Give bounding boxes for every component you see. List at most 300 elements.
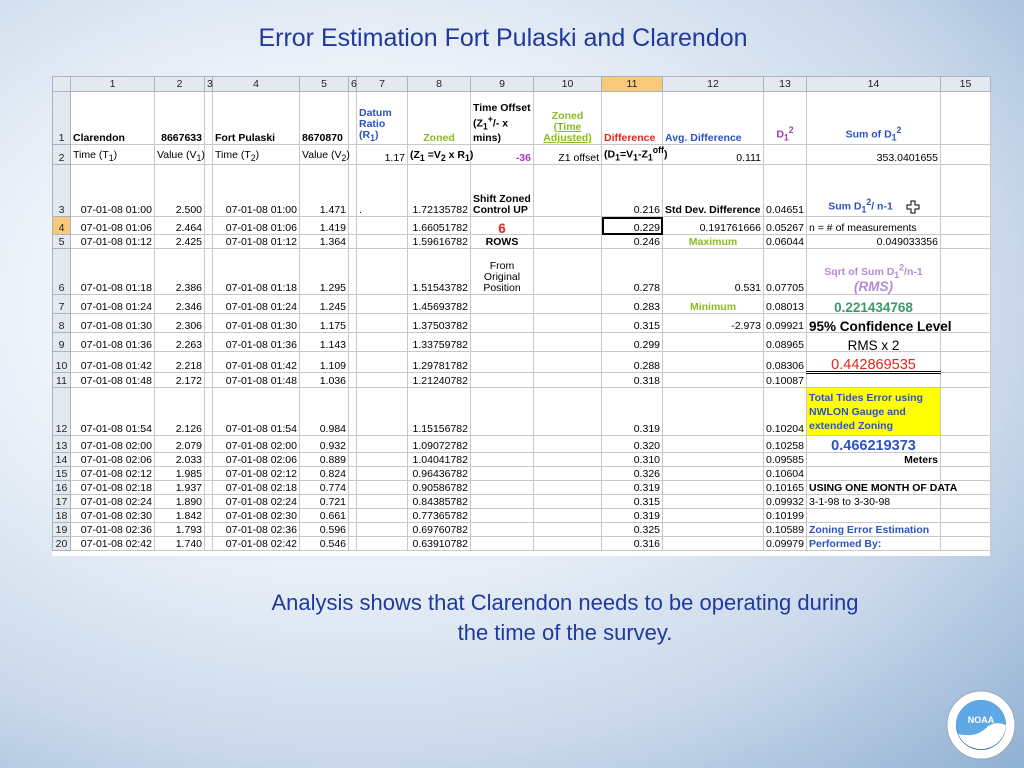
cell-t2[interactable]: 07-01-08 02:24 [213, 495, 300, 509]
cell[interactable] [534, 436, 602, 453]
cell-t1[interactable]: 07-01-08 02:06 [71, 453, 155, 467]
cell-v1[interactable]: 1.890 [155, 495, 205, 509]
cell-zoning-error[interactable]: Zoning Error Estimation [807, 523, 941, 537]
cell-d1sq-value[interactable]: 0.10087 [764, 373, 807, 388]
cell[interactable] [205, 352, 213, 373]
cell-t2[interactable]: 07-01-08 01:36 [213, 333, 300, 352]
cell-shift-zoned[interactable] [471, 165, 534, 217]
cell-diff[interactable]: 0.315 [602, 495, 663, 509]
cell-t1[interactable]: 07-01-08 01:12 [71, 235, 155, 249]
cell-t2[interactable]: 07-01-08 01:12 [213, 235, 300, 249]
cell[interactable] [941, 333, 991, 352]
cell-t2[interactable]: 07-01-08 01:00 [213, 165, 300, 217]
cell[interactable] [205, 453, 213, 467]
column-header[interactable]: 7 [357, 77, 408, 92]
cell-t2[interactable]: 07-01-08 02:12 [213, 467, 300, 481]
cell-d1sq-value[interactable]: 0.09932 [764, 495, 807, 509]
cell-v1[interactable]: 1.740 [155, 537, 205, 551]
row-header[interactable]: 19 [53, 523, 71, 537]
cell-d1sq[interactable] [764, 92, 807, 145]
cell-d1sq-value[interactable]: 0.09979 [764, 537, 807, 551]
row-header[interactable]: 13 [53, 436, 71, 453]
cell-zoned-adjusted[interactable] [534, 92, 602, 145]
row-header[interactable]: 1 [53, 92, 71, 145]
cell-datum-ratio[interactable]: Datum Ratio $(R_1)$ [357, 92, 408, 145]
cell-diff-selected[interactable]: 0.229 [602, 217, 663, 235]
cell[interactable] [349, 481, 357, 495]
cell[interactable] [471, 481, 534, 495]
cell-v1[interactable]: 2.218 [155, 352, 205, 373]
spreadsheet[interactable] [52, 76, 990, 556]
cell-sum-d1sq[interactable] [807, 92, 941, 145]
cell-sqrt-rms[interactable] [807, 249, 941, 295]
cell-zoned-value[interactable]: 0.90586782 [408, 481, 471, 495]
cell[interactable] [941, 352, 991, 373]
cell-avg-value[interactable]: 0.111 [663, 145, 764, 165]
cell-v1[interactable]: 2.079 [155, 436, 205, 453]
cell-d1sq-value[interactable]: 0.04651 [764, 165, 807, 217]
cell[interactable] [941, 235, 991, 249]
cell-confidence[interactable]: 95% Confidence Level [807, 314, 941, 333]
cell[interactable] [941, 295, 991, 314]
cell-v2[interactable]: 0.889 [300, 453, 349, 467]
cell-v2[interactable]: 1.036 [300, 373, 349, 388]
cell[interactable] [534, 495, 602, 509]
row-header[interactable]: 12 [53, 388, 71, 436]
cell-total-tides-error[interactable]: Total Tides Error using NWLON Gauge and extended Zoning [807, 388, 941, 436]
cell[interactable] [534, 165, 602, 217]
cell-v2[interactable]: 0.546 [300, 537, 349, 551]
cell-v1[interactable]: 2.172 [155, 373, 205, 388]
cell[interactable] [357, 333, 408, 352]
cell[interactable] [349, 467, 357, 481]
cell[interactable] [663, 388, 764, 436]
cell-d1sq-value[interactable]: 0.10604 [764, 467, 807, 481]
cell[interactable] [357, 467, 408, 481]
column-header[interactable]: 12 [663, 77, 764, 92]
cell[interactable] [663, 333, 764, 352]
cell-zoned[interactable]: Zoned [408, 92, 471, 145]
cell[interactable] [357, 523, 408, 537]
cell[interactable] [357, 388, 408, 436]
cell-t1[interactable]: 07-01-08 02:30 [71, 509, 155, 523]
cell[interactable] [941, 467, 991, 481]
cell[interactable] [205, 145, 213, 165]
cell-zoned-value[interactable]: 0.84385782 [408, 495, 471, 509]
cell[interactable] [357, 495, 408, 509]
cell-rms-x2[interactable]: RMS x 2 [807, 333, 941, 352]
cell-v2[interactable]: 0.932 [300, 436, 349, 453]
row-header[interactable]: 18 [53, 509, 71, 523]
column-header[interactable]: 9 [471, 77, 534, 92]
cell-date-range[interactable]: 3-1-98 to 3-30-98 [807, 495, 941, 509]
cell-v2[interactable]: 0.774 [300, 481, 349, 495]
cell-t1[interactable]: 07-01-08 01:00 [71, 165, 155, 217]
cell[interactable] [349, 235, 357, 249]
cell[interactable] [663, 523, 764, 537]
cell[interactable] [471, 523, 534, 537]
cell-t1[interactable]: 07-01-08 01:24 [71, 295, 155, 314]
cell[interactable] [205, 495, 213, 509]
cell-zoned-value[interactable]: 1.09072782 [408, 436, 471, 453]
cell[interactable] [663, 453, 764, 467]
cell[interactable] [205, 314, 213, 333]
cell[interactable] [534, 333, 602, 352]
cell[interactable] [534, 217, 602, 235]
cell-diff[interactable]: 0.319 [602, 509, 663, 523]
cell[interactable] [205, 217, 213, 235]
cell[interactable] [205, 388, 213, 436]
cell-zoned-value[interactable]: 1.21240782 [408, 373, 471, 388]
cell-rms-value[interactable]: 0.221434768 [807, 295, 941, 314]
cell[interactable] [941, 436, 991, 453]
cell[interactable] [349, 249, 357, 295]
cell-v2[interactable]: 1.364 [300, 235, 349, 249]
cell-t2[interactable]: 07-01-08 02:42 [213, 537, 300, 551]
cell[interactable] [534, 453, 602, 467]
cell[interactable] [349, 388, 357, 436]
cell[interactable] [205, 295, 213, 314]
cell-t2[interactable]: 07-01-08 01:24 [213, 295, 300, 314]
row-header[interactable]: 20 [53, 537, 71, 551]
cell-minimum-value[interactable]: -2.973 [663, 314, 764, 333]
cell-t1[interactable]: 07-01-08 02:42 [71, 537, 155, 551]
cell-diff[interactable]: 0.246 [602, 235, 663, 249]
cell-v2[interactable]: 1.295 [300, 249, 349, 295]
cell[interactable] [807, 373, 941, 388]
cell[interactable] [349, 523, 357, 537]
cell-t1[interactable]: 07-01-08 01:48 [71, 373, 155, 388]
cell[interactable] [471, 295, 534, 314]
cell-t2[interactable]: 07-01-08 02:18 [213, 481, 300, 495]
cell-station2[interactable]: 8670870 [300, 92, 349, 145]
cell[interactable] [534, 352, 602, 373]
cell[interactable] [534, 295, 602, 314]
cell-v2[interactable]: 1.245 [300, 295, 349, 314]
cell-d1sq-value[interactable]: 0.09921 [764, 314, 807, 333]
cell-zoned-value[interactable]: 1.66051782 [408, 217, 471, 235]
cell[interactable] [941, 217, 991, 235]
cell-fortpulaski[interactable]: Fort Pulaski [213, 92, 300, 145]
cell[interactable] [941, 145, 991, 165]
cell[interactable] [663, 481, 764, 495]
cell[interactable] [941, 509, 991, 523]
cell-diff[interactable]: 0.216 [602, 165, 663, 217]
cell-diff[interactable]: 0.315 [602, 314, 663, 333]
cell[interactable] [349, 217, 357, 235]
column-header[interactable]: 6 [349, 77, 357, 92]
cell-zoned-value[interactable]: 1.45693782 [408, 295, 471, 314]
cell-v2[interactable]: 0.721 [300, 495, 349, 509]
column-header[interactable]: 2 [155, 77, 205, 92]
cell-v1[interactable]: 2.386 [155, 249, 205, 295]
cell-t2[interactable]: 07-01-08 02:00 [213, 436, 300, 453]
cell-v1[interactable]: 2.500 [155, 165, 205, 217]
cell-t2[interactable]: 07-01-08 01:54 [213, 388, 300, 436]
cell-v1[interactable]: 1.985 [155, 467, 205, 481]
row-header[interactable]: 14 [53, 453, 71, 467]
cell-t1[interactable]: 07-01-08 02:12 [71, 467, 155, 481]
cell-t2[interactable]: 07-01-08 02:30 [213, 509, 300, 523]
cell[interactable] [663, 495, 764, 509]
cell[interactable] [471, 495, 534, 509]
cell-d1sq-value[interactable]: 0.10165 [764, 481, 807, 495]
cell-t1[interactable]: 07-01-08 01:54 [71, 388, 155, 436]
cell-t2[interactable]: 07-01-08 01:18 [213, 249, 300, 295]
cell-meters[interactable]: Meters [807, 453, 941, 467]
cell-t1[interactable]: 07-01-08 02:24 [71, 495, 155, 509]
cell-difference[interactable]: Difference [602, 92, 663, 145]
cell[interactable] [663, 436, 764, 453]
cell[interactable] [357, 217, 408, 235]
column-header[interactable]: 8 [408, 77, 471, 92]
cell[interactable] [471, 453, 534, 467]
row-header[interactable]: 5 [53, 235, 71, 249]
cell-time-offset[interactable] [471, 92, 534, 145]
cell-t2[interactable]: 07-01-08 01:42 [213, 352, 300, 373]
cell-offset-value[interactable]: -36 [471, 145, 534, 165]
cell[interactable] [357, 537, 408, 551]
cell[interactable] [534, 314, 602, 333]
cell[interactable] [357, 509, 408, 523]
cell[interactable] [205, 249, 213, 295]
cell-t1[interactable]: 07-01-08 01:36 [71, 333, 155, 352]
cell-v1[interactable]: 2.306 [155, 314, 205, 333]
cell[interactable] [663, 467, 764, 481]
cell-ratio-value[interactable]: 1.17 [357, 145, 408, 165]
cell[interactable] [205, 481, 213, 495]
cell-time1-label[interactable]: Time $(T_1)$ [71, 145, 155, 165]
cell-d1sq-value[interactable]: 0.08306 [764, 352, 807, 373]
cell[interactable] [357, 453, 408, 467]
cell[interactable] [534, 373, 602, 388]
cell-v1[interactable]: 1.937 [155, 481, 205, 495]
cell-sum-value[interactable]: 0.049033356 [807, 235, 941, 249]
cell-zoned-value[interactable]: 1.15156782 [408, 388, 471, 436]
cell[interactable] [941, 495, 991, 509]
cell-d-formula[interactable]: $(D_1=V_1-Z_1^{off})$ [602, 145, 663, 165]
cell[interactable] [357, 436, 408, 453]
row-header[interactable]: 8 [53, 314, 71, 333]
cell[interactable] [471, 467, 534, 481]
cell-v2[interactable]: 1.419 [300, 217, 349, 235]
cell-sum-d1sq-n[interactable] [807, 165, 941, 217]
cell-t2[interactable]: 07-01-08 01:48 [213, 373, 300, 388]
cell-v2[interactable]: 1.143 [300, 333, 349, 352]
cell[interactable] [205, 537, 213, 551]
cell[interactable] [471, 314, 534, 333]
cell-from-original[interactable] [471, 249, 534, 295]
cell-d1sq-value[interactable]: 0.05267 [764, 217, 807, 235]
cell-d1sq-value[interactable]: 0.10258 [764, 436, 807, 453]
column-header-selected[interactable]: 11 [602, 77, 663, 92]
cell[interactable] [471, 388, 534, 436]
cell[interactable] [205, 333, 213, 352]
cell[interactable] [357, 373, 408, 388]
cell[interactable] [534, 388, 602, 436]
cell[interactable] [349, 333, 357, 352]
cell[interactable] [941, 373, 991, 388]
cell-d1sq-value[interactable]: 0.10589 [764, 523, 807, 537]
cell-zoned-value[interactable]: 0.77365782 [408, 509, 471, 523]
cell[interactable] [471, 352, 534, 373]
cell[interactable] [471, 436, 534, 453]
cell-diff[interactable]: 0.283 [602, 295, 663, 314]
cell[interactable] [941, 388, 991, 436]
cell[interactable] [205, 509, 213, 523]
cell[interactable] [471, 537, 534, 551]
cell[interactable] [534, 523, 602, 537]
cell[interactable] [205, 373, 213, 388]
cell[interactable] [205, 165, 213, 217]
cell[interactable] [205, 467, 213, 481]
cell-diff[interactable]: 0.310 [602, 453, 663, 467]
cell-clarendon[interactable]: Clarendon [71, 92, 155, 145]
cell-diff[interactable]: 0.278 [602, 249, 663, 295]
cell-shift-rows[interactable]: 6 [471, 217, 534, 235]
row-header[interactable]: 9 [53, 333, 71, 352]
cell[interactable] [534, 509, 602, 523]
cell[interactable] [205, 235, 213, 249]
column-header[interactable]: 10 [534, 77, 602, 92]
cell[interactable] [534, 481, 602, 495]
cell[interactable] [357, 295, 408, 314]
row-header[interactable]: 16 [53, 481, 71, 495]
cell-v1[interactable]: 2.263 [155, 333, 205, 352]
cell-zoned-value[interactable]: 1.33759782 [408, 333, 471, 352]
cell-z-formula[interactable]: ($Z_1 =V_2$ x $R_1$) [408, 145, 471, 165]
cell-zoned-value[interactable]: 1.51543782 [408, 249, 471, 295]
cell[interactable] [357, 235, 408, 249]
cell-v2[interactable]: 1.471 [300, 165, 349, 217]
cell[interactable] [349, 295, 357, 314]
cell-diff[interactable]: 0.326 [602, 467, 663, 481]
cell-v1[interactable]: 2.464 [155, 217, 205, 235]
cell[interactable] [807, 509, 941, 523]
cell-diff[interactable]: 0.319 [602, 481, 663, 495]
cell[interactable] [349, 537, 357, 551]
cell-t2[interactable]: 07-01-08 02:06 [213, 453, 300, 467]
cell[interactable] [941, 453, 991, 467]
cell-v1[interactable]: 2.033 [155, 453, 205, 467]
cell[interactable] [349, 373, 357, 388]
cell-total-value[interactable]: 0.466219373 [807, 436, 941, 453]
corner-cell[interactable] [53, 77, 71, 92]
cell[interactable] [349, 314, 357, 333]
cell[interactable] [941, 165, 991, 217]
cell[interactable] [205, 436, 213, 453]
cell[interactable] [764, 145, 807, 165]
cell-diff[interactable]: 0.320 [602, 436, 663, 453]
cell-t1[interactable]: 07-01-08 02:36 [71, 523, 155, 537]
cell-zoned-value[interactable]: 1.72135782 [408, 165, 471, 217]
cell-diff[interactable]: 0.288 [602, 352, 663, 373]
row-header[interactable]: 6 [53, 249, 71, 295]
cell-one-month[interactable]: USING ONE MONTH OF DATA [807, 481, 941, 495]
cell-v1[interactable]: 2.425 [155, 235, 205, 249]
cell-d1sq-value[interactable]: 0.08965 [764, 333, 807, 352]
cell-zoned-value[interactable]: 0.96436782 [408, 467, 471, 481]
cell[interactable] [357, 249, 408, 295]
cell-d1sq-value[interactable]: 0.10199 [764, 509, 807, 523]
cell-v1[interactable]: 2.126 [155, 388, 205, 436]
cell-v2[interactable]: 0.661 [300, 509, 349, 523]
cell-z1-offset[interactable]: Z1 offset [534, 145, 602, 165]
cell-station1[interactable]: 8667633 [155, 92, 205, 145]
row-header[interactable]: 15 [53, 467, 71, 481]
column-header[interactable]: 14 [807, 77, 941, 92]
cell-v1[interactable]: 2.346 [155, 295, 205, 314]
cell-zoned-value[interactable]: 0.69760782 [408, 523, 471, 537]
row-header[interactable]: 10 [53, 352, 71, 373]
cell-maximum-label[interactable]: Maximum [663, 235, 764, 249]
cell[interactable] [941, 92, 991, 145]
row-header[interactable]: 17 [53, 495, 71, 509]
cell-stddev-label[interactable]: Std Dev. Difference [663, 165, 764, 217]
cell-avg-difference[interactable]: Avg. Difference [663, 92, 764, 145]
cell-v2[interactable]: 0.824 [300, 467, 349, 481]
cell-zoned-value[interactable]: 1.37503782 [408, 314, 471, 333]
cell-time2-label[interactable]: Time $(T_2)$ [213, 145, 300, 165]
cell[interactable] [349, 453, 357, 467]
cell[interactable] [357, 352, 408, 373]
cell[interactable] [471, 373, 534, 388]
cell-v2[interactable]: 1.175 [300, 314, 349, 333]
cell[interactable] [357, 481, 408, 495]
cell[interactable] [941, 523, 991, 537]
cell[interactable] [807, 467, 941, 481]
cell-d1sq-value[interactable]: 0.09585 [764, 453, 807, 467]
cell-diff[interactable]: 0.319 [602, 388, 663, 436]
cell-d1sq-value[interactable]: 0.08013 [764, 295, 807, 314]
cell[interactable] [663, 537, 764, 551]
row-header[interactable]: 3 [53, 165, 71, 217]
cell-maximum-value[interactable]: 0.531 [663, 249, 764, 295]
cell[interactable] [349, 165, 357, 217]
cell-t1[interactable]: 07-01-08 01:42 [71, 352, 155, 373]
row-header-selected[interactable]: 4 [53, 217, 71, 235]
column-header[interactable]: 3 [205, 77, 213, 92]
cell-t1[interactable]: 07-01-08 01:18 [71, 249, 155, 295]
cell[interactable] [205, 92, 213, 145]
column-header[interactable]: 5 [300, 77, 349, 92]
cell-v2[interactable]: 1.109 [300, 352, 349, 373]
cell[interactable] [349, 92, 357, 145]
cell-performed-by[interactable]: Performed By: [807, 537, 941, 551]
cell-t2[interactable]: 07-01-08 02:36 [213, 523, 300, 537]
cell[interactable] [663, 373, 764, 388]
cell-t1[interactable]: 07-01-08 01:06 [71, 217, 155, 235]
column-header[interactable]: 13 [764, 77, 807, 92]
cell[interactable] [349, 352, 357, 373]
cell-t1[interactable]: 07-01-08 01:30 [71, 314, 155, 333]
cell-t2[interactable]: 07-01-08 01:30 [213, 314, 300, 333]
cell[interactable] [357, 314, 408, 333]
cell-rms-x2-value[interactable]: 0.442869535 [807, 352, 941, 373]
column-header[interactable]: 1 [71, 77, 155, 92]
cell-stddev-value[interactable]: 0.191761666 [663, 217, 764, 235]
cell-diff[interactable]: 0.316 [602, 537, 663, 551]
cell[interactable] [471, 333, 534, 352]
cell[interactable] [205, 523, 213, 537]
cell-rows-label[interactable]: ROWS [471, 235, 534, 249]
row-header[interactable]: 2 [53, 145, 71, 165]
column-header[interactable]: 4 [213, 77, 300, 92]
cell[interactable] [349, 495, 357, 509]
cell-v2[interactable]: 0.984 [300, 388, 349, 436]
cell-d1sq-value[interactable]: 0.06044 [764, 235, 807, 249]
cell-t1[interactable]: 07-01-08 02:00 [71, 436, 155, 453]
